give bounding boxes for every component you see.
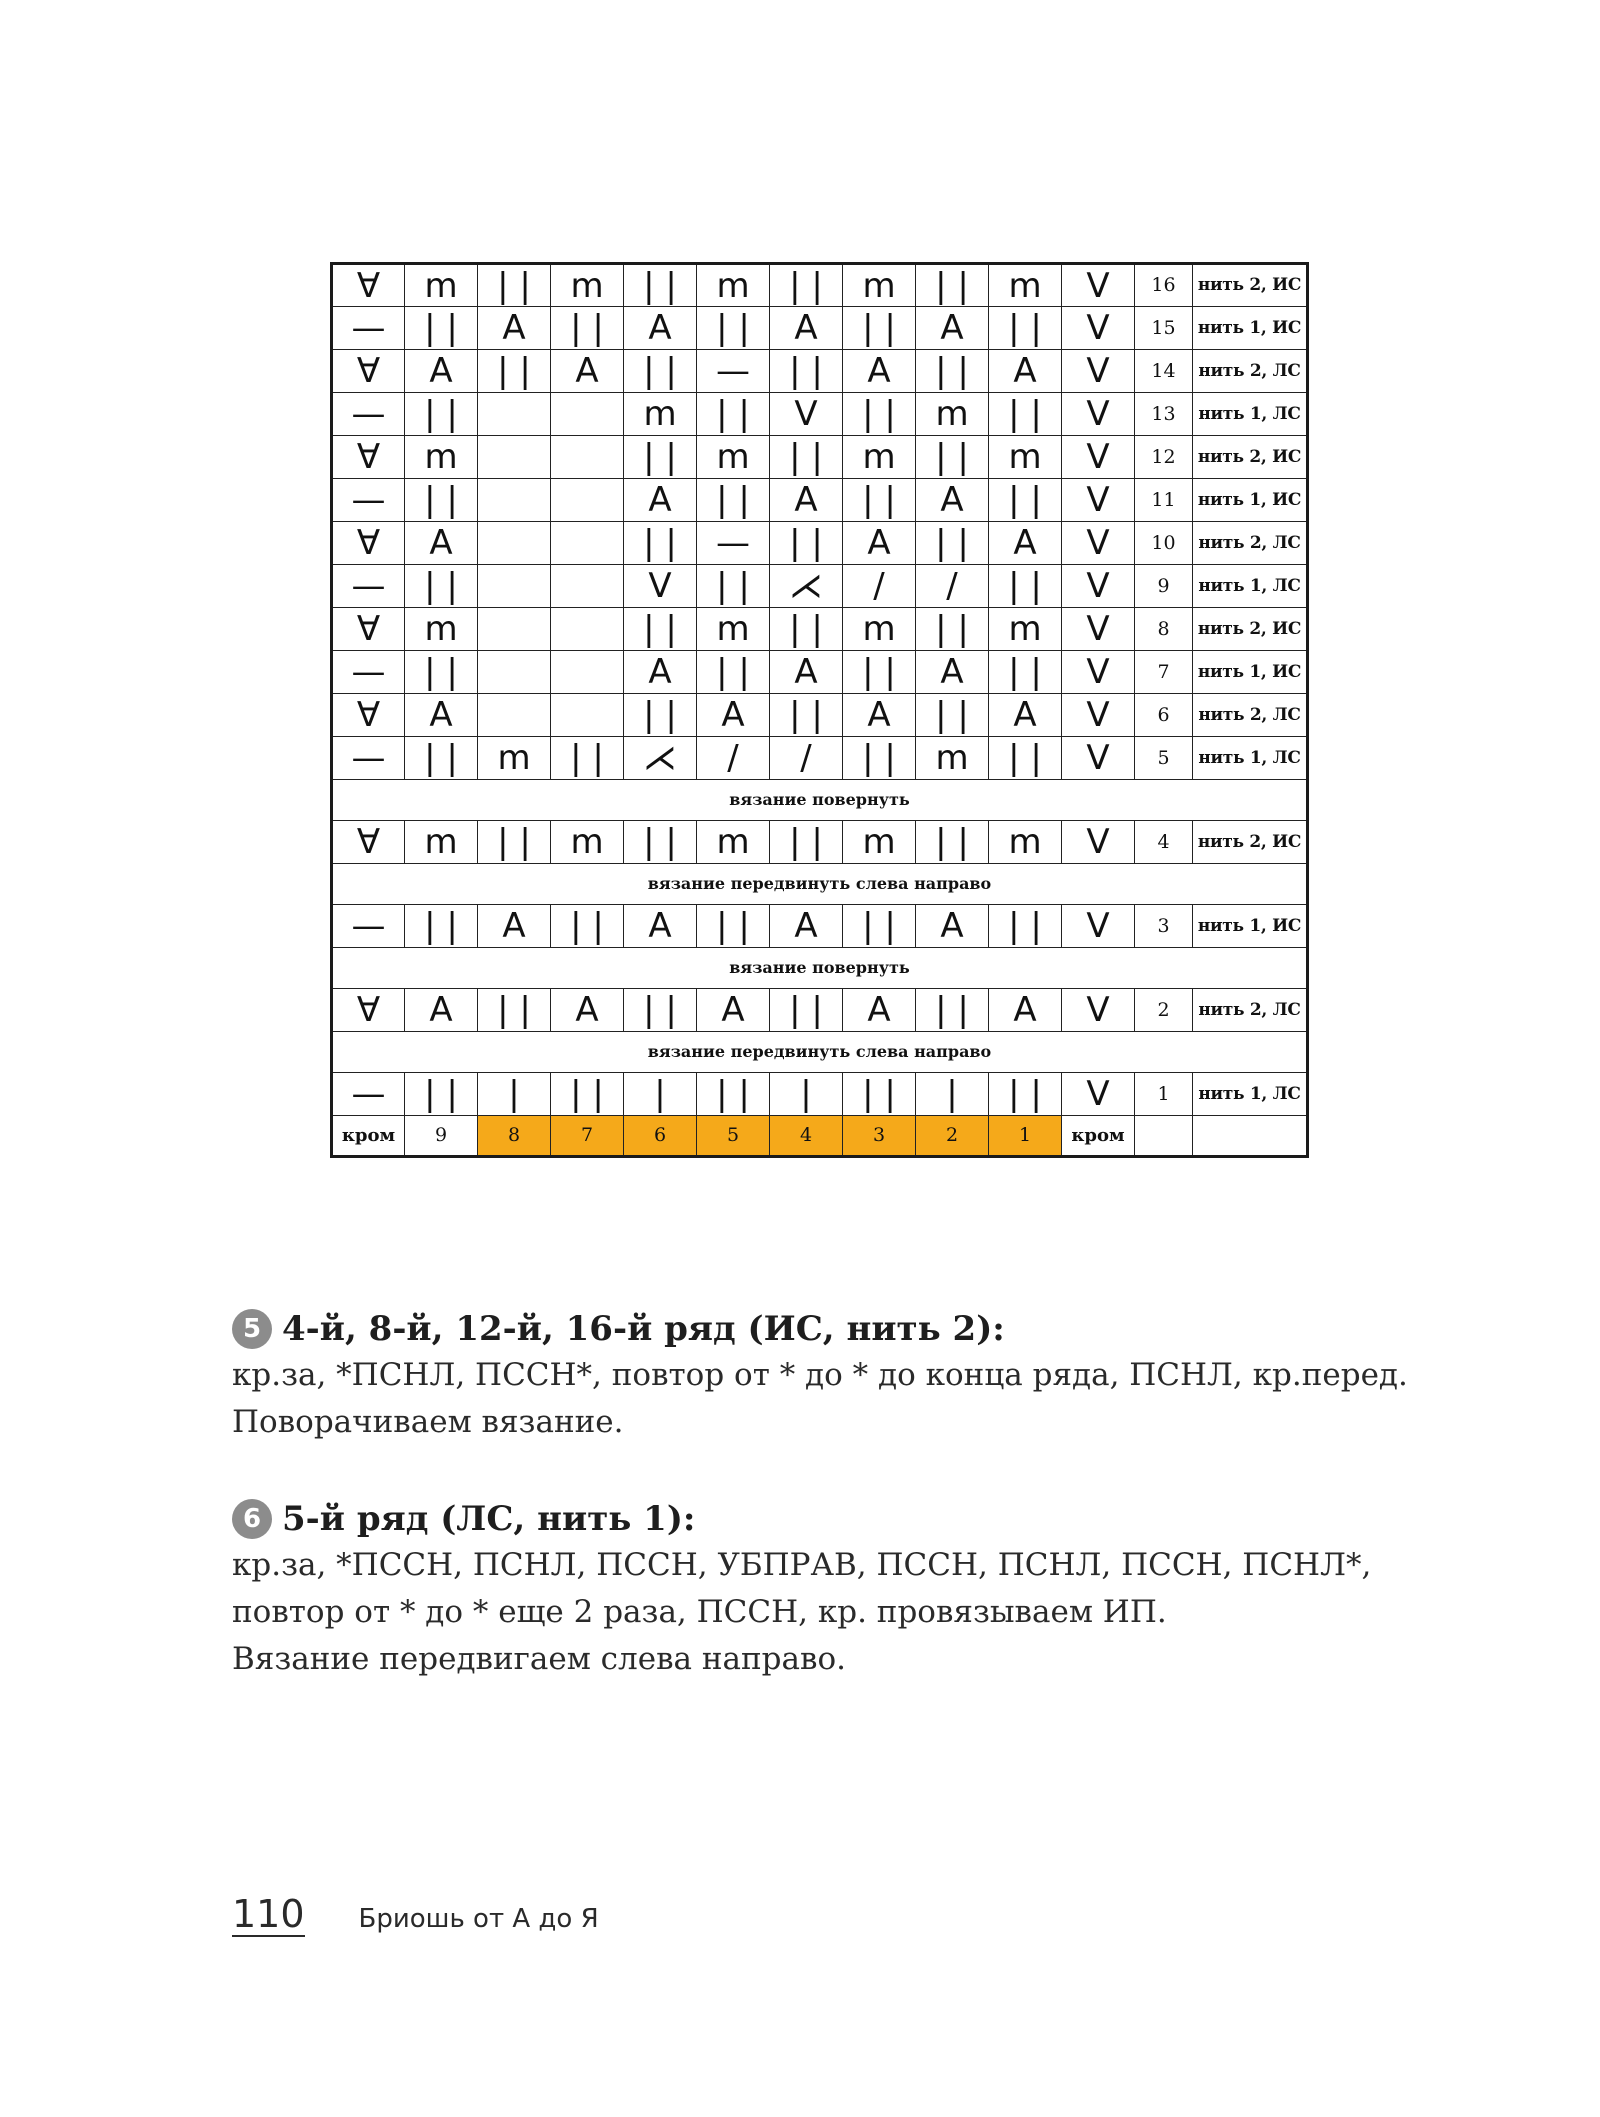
chart-row bbox=[332, 608, 1308, 651]
stitch-symbol: | | bbox=[624, 821, 697, 864]
stitch-symbol: | | bbox=[405, 479, 478, 522]
chart-note-row bbox=[332, 1032, 1308, 1073]
stitch-symbol: — bbox=[332, 651, 405, 694]
stitch-symbol: V bbox=[770, 393, 843, 436]
stitch-symbol: A bbox=[770, 479, 843, 522]
row-yarn-label: нить 1, ИС bbox=[1193, 479, 1308, 522]
stitch-symbol: | | bbox=[697, 565, 770, 608]
stitch-symbol: ⅿ bbox=[478, 737, 551, 780]
stitch-symbol: | | bbox=[843, 737, 916, 780]
stitch-column-number: кром bbox=[332, 1116, 405, 1157]
stitch-symbol: ⅿ bbox=[624, 393, 697, 436]
stitch-symbol: | | bbox=[624, 989, 697, 1032]
row-number: 12 bbox=[1135, 436, 1193, 479]
step-number-badge: 6 bbox=[232, 1499, 272, 1539]
stitch-symbol: | | bbox=[405, 307, 478, 350]
stitch-symbol: ⅿ bbox=[405, 821, 478, 864]
stitch-symbol: ⅿ bbox=[405, 608, 478, 651]
row-number: 6 bbox=[1135, 694, 1193, 737]
stitch-symbol: — bbox=[332, 307, 405, 350]
stitch-symbol: A bbox=[478, 307, 551, 350]
stitch-symbol: A bbox=[405, 350, 478, 393]
stitch-symbol: ⅿ bbox=[843, 608, 916, 651]
stitch-symbol: | bbox=[624, 1073, 697, 1116]
stitch-symbol: | | bbox=[697, 651, 770, 694]
stitch-symbol: A bbox=[405, 694, 478, 737]
row-yarn-label: нить 2, ЛС bbox=[1193, 989, 1308, 1032]
stitch-column-number bbox=[1193, 1116, 1308, 1157]
stitch-symbol: ∀ bbox=[332, 694, 405, 737]
stitch-symbol: A bbox=[989, 694, 1062, 737]
chart-row bbox=[332, 905, 1308, 948]
stitch-symbol: | | bbox=[843, 479, 916, 522]
stitch-symbol: | | bbox=[624, 436, 697, 479]
stitch-symbol bbox=[478, 608, 551, 651]
stitch-symbol: ⅿ bbox=[989, 821, 1062, 864]
stitch-column-number: 8 bbox=[478, 1116, 551, 1157]
stitch-symbol: | | bbox=[478, 821, 551, 864]
stitch-symbol: | | bbox=[697, 307, 770, 350]
stitch-symbol: | | bbox=[405, 737, 478, 780]
stitch-symbol: | | bbox=[405, 1073, 478, 1116]
stitch-symbol: ⅿ bbox=[551, 821, 624, 864]
stitch-symbol bbox=[478, 436, 551, 479]
stitch-symbol: A bbox=[551, 350, 624, 393]
chart-row bbox=[332, 821, 1308, 864]
chart-note-row bbox=[332, 864, 1308, 905]
row-number: 4 bbox=[1135, 821, 1193, 864]
row-yarn-label: нить 1, ИС bbox=[1193, 905, 1308, 948]
stitch-symbol: ⅿ bbox=[551, 264, 624, 307]
stitch-symbol: ⅿ bbox=[843, 436, 916, 479]
stitch-symbol: | | bbox=[478, 350, 551, 393]
chart-row bbox=[332, 694, 1308, 737]
stitch-symbol: A bbox=[916, 479, 989, 522]
stitch-column-number: 6 bbox=[624, 1116, 697, 1157]
stitch-symbol: V bbox=[1062, 522, 1135, 565]
stitch-symbol: | | bbox=[478, 989, 551, 1032]
stitch-symbol: A bbox=[405, 989, 478, 1032]
stitch-symbol: | | bbox=[697, 479, 770, 522]
stitch-symbol: | | bbox=[624, 694, 697, 737]
chart-note: вязание повернуть bbox=[332, 948, 1308, 989]
stitch-symbol: A bbox=[624, 905, 697, 948]
stitch-symbol: | | bbox=[624, 264, 697, 307]
chart-row bbox=[332, 479, 1308, 522]
stitch-symbol: V bbox=[624, 565, 697, 608]
stitch-symbol: | bbox=[478, 1073, 551, 1116]
stitch-symbol: | | bbox=[697, 1073, 770, 1116]
stitch-symbol: | | bbox=[770, 264, 843, 307]
stitch-symbol: ⅿ bbox=[989, 608, 1062, 651]
stitch-symbol: ∀ bbox=[332, 821, 405, 864]
stitch-symbol: V bbox=[1062, 264, 1135, 307]
row-number: 13 bbox=[1135, 393, 1193, 436]
stitch-symbol: A bbox=[697, 694, 770, 737]
chart-row bbox=[332, 350, 1308, 393]
stitch-symbol: — bbox=[332, 1073, 405, 1116]
page-number: 110 bbox=[232, 1892, 305, 1936]
stitch-symbol: A bbox=[989, 989, 1062, 1032]
stitch-symbol bbox=[551, 393, 624, 436]
stitch-symbol: | | bbox=[405, 393, 478, 436]
row-number: 9 bbox=[1135, 565, 1193, 608]
stitch-symbol bbox=[478, 651, 551, 694]
stitch-symbol: V bbox=[1062, 905, 1135, 948]
stitch-symbol: | | bbox=[405, 651, 478, 694]
stitch-symbol: | | bbox=[989, 1073, 1062, 1116]
row-number: 5 bbox=[1135, 737, 1193, 780]
stitch-symbol: / bbox=[770, 737, 843, 780]
stitch-symbol: | | bbox=[770, 989, 843, 1032]
stitch-symbol: | | bbox=[989, 565, 1062, 608]
row-yarn-label: нить 1, ЛС bbox=[1193, 393, 1308, 436]
stitch-symbol: | | bbox=[770, 608, 843, 651]
row-number: 7 bbox=[1135, 651, 1193, 694]
stitch-symbol bbox=[551, 522, 624, 565]
book-title: Бриошь от А до Я bbox=[358, 1904, 599, 1934]
stitch-symbol bbox=[551, 565, 624, 608]
stitch-symbol bbox=[551, 608, 624, 651]
stitch-symbol: | | bbox=[405, 565, 478, 608]
stitch-symbol: — bbox=[332, 565, 405, 608]
chart-row bbox=[332, 522, 1308, 565]
stitch-symbol: ∀ bbox=[332, 350, 405, 393]
stitch-symbol: ⅿ bbox=[697, 821, 770, 864]
chart-note-row bbox=[332, 780, 1308, 821]
stitch-symbol: | | bbox=[916, 989, 989, 1032]
stitch-symbol: A bbox=[770, 651, 843, 694]
stitch-symbol: ⋌ bbox=[624, 737, 697, 780]
stitch-column-number: 4 bbox=[770, 1116, 843, 1157]
instruction-line: Поворачиваем вязание. bbox=[232, 1404, 624, 1440]
row-yarn-label: нить 2, ИС bbox=[1193, 821, 1308, 864]
row-yarn-label: нить 2, ЛС bbox=[1193, 350, 1308, 393]
stitch-symbol: V bbox=[1062, 651, 1135, 694]
stitch-symbol: ⅿ bbox=[697, 608, 770, 651]
row-number: 14 bbox=[1135, 350, 1193, 393]
chart-row bbox=[332, 393, 1308, 436]
stitch-symbol: ⅿ bbox=[989, 264, 1062, 307]
stitch-symbol: A bbox=[989, 350, 1062, 393]
stitch-column-number: 7 bbox=[551, 1116, 624, 1157]
stitch-column-number: 3 bbox=[843, 1116, 916, 1157]
stitch-symbol: — bbox=[332, 393, 405, 436]
stitch-column-number: 2 bbox=[916, 1116, 989, 1157]
stitch-symbol: | | bbox=[770, 821, 843, 864]
row-number: 1 bbox=[1135, 1073, 1193, 1116]
stitch-symbol bbox=[551, 694, 624, 737]
stitch-symbol bbox=[478, 393, 551, 436]
stitch-symbol: | | bbox=[697, 905, 770, 948]
stitch-symbol bbox=[551, 479, 624, 522]
instruction-line: кр.за, *ПСНЛ, ПССН*, повтор от * до * до конца ряда, ПСНЛ, кр.перед. bbox=[232, 1357, 1408, 1393]
stitch-symbol: A bbox=[770, 307, 843, 350]
stitch-symbol: | | bbox=[843, 651, 916, 694]
stitch-symbol: / bbox=[697, 737, 770, 780]
stitch-symbol: | | bbox=[478, 264, 551, 307]
instruction-line: повтор от * до * еще 2 раза, ПССН, кр. провязываем ИП. bbox=[232, 1594, 1167, 1630]
stitch-symbol: ∀ bbox=[332, 264, 405, 307]
stitch-symbol: ∀ bbox=[332, 608, 405, 651]
stitch-symbol: A bbox=[697, 989, 770, 1032]
stitch-symbol: / bbox=[843, 565, 916, 608]
stitch-symbol: ∀ bbox=[332, 436, 405, 479]
stitch-symbol: V bbox=[1062, 565, 1135, 608]
stitch-symbol: | bbox=[770, 1073, 843, 1116]
row-yarn-label: нить 2, ИС bbox=[1193, 264, 1308, 307]
stitch-column-number: 5 bbox=[697, 1116, 770, 1157]
stitch-symbol: A bbox=[843, 694, 916, 737]
stitch-column-number bbox=[1135, 1116, 1193, 1157]
stitch-symbol: V bbox=[1062, 393, 1135, 436]
step-instructions bbox=[232, 1352, 1432, 1446]
chart-row bbox=[332, 264, 1308, 307]
stitch-symbol: A bbox=[843, 522, 916, 565]
chart-footer-row bbox=[332, 1116, 1308, 1157]
stitch-symbol: V bbox=[1062, 989, 1135, 1032]
row-number: 11 bbox=[1135, 479, 1193, 522]
stitch-symbol: A bbox=[624, 479, 697, 522]
stitch-symbol: ⅿ bbox=[843, 264, 916, 307]
stitch-symbol: V bbox=[1062, 694, 1135, 737]
row-number: 16 bbox=[1135, 264, 1193, 307]
stitch-symbol: A bbox=[551, 989, 624, 1032]
chart-row bbox=[332, 565, 1308, 608]
stitch-symbol: | | bbox=[770, 694, 843, 737]
stitch-symbol: — bbox=[697, 350, 770, 393]
row-yarn-label: нить 1, ИС bbox=[1193, 307, 1308, 350]
stitch-symbol: A bbox=[916, 651, 989, 694]
row-yarn-label: нить 2, ЛС bbox=[1193, 694, 1308, 737]
stitch-symbol: | | bbox=[989, 479, 1062, 522]
stitch-symbol: | | bbox=[405, 905, 478, 948]
stitch-symbol: | | bbox=[989, 737, 1062, 780]
row-number: 8 bbox=[1135, 608, 1193, 651]
stitch-symbol bbox=[551, 651, 624, 694]
stitch-symbol: ⅿ bbox=[405, 436, 478, 479]
stitch-symbol: V bbox=[1062, 821, 1135, 864]
row-yarn-label: нить 2, ИС bbox=[1193, 608, 1308, 651]
stitch-symbol: | | bbox=[843, 905, 916, 948]
stitch-symbol bbox=[478, 522, 551, 565]
stitch-symbol: A bbox=[405, 522, 478, 565]
chart-row bbox=[332, 651, 1308, 694]
stitch-symbol bbox=[551, 436, 624, 479]
step-title: 5-й ряд (ЛС, нить 1): bbox=[282, 1499, 696, 1539]
stitch-symbol: A bbox=[843, 989, 916, 1032]
stitch-symbol: ∀ bbox=[332, 989, 405, 1032]
knitting-chart bbox=[330, 262, 1309, 1158]
stitch-symbol: ⋌ bbox=[770, 565, 843, 608]
stitch-symbol: — bbox=[332, 905, 405, 948]
stitch-symbol: | | bbox=[843, 1073, 916, 1116]
row-yarn-label: нить 2, ЛС bbox=[1193, 522, 1308, 565]
stitch-symbol: | | bbox=[989, 905, 1062, 948]
stitch-symbol: | bbox=[916, 1073, 989, 1116]
chart-row bbox=[332, 1073, 1308, 1116]
stitch-symbol: ⅿ bbox=[697, 264, 770, 307]
stitch-symbol: — bbox=[332, 479, 405, 522]
stitch-symbol: — bbox=[332, 737, 405, 780]
stitch-symbol: | | bbox=[843, 393, 916, 436]
chart-note-row bbox=[332, 948, 1308, 989]
instruction-line: Вязание передвигаем слева направо. bbox=[232, 1641, 846, 1677]
stitch-symbol: | | bbox=[551, 1073, 624, 1116]
chart-row bbox=[332, 989, 1308, 1032]
stitch-symbol: V bbox=[1062, 737, 1135, 780]
chart-note: вязание передвинуть слева направо bbox=[332, 864, 1308, 905]
page-footer bbox=[232, 1893, 599, 1937]
step-heading bbox=[232, 1306, 1432, 1352]
row-number: 2 bbox=[1135, 989, 1193, 1032]
step-heading bbox=[232, 1496, 1432, 1542]
stitch-symbol: ∀ bbox=[332, 522, 405, 565]
stitch-symbol: | | bbox=[624, 350, 697, 393]
row-yarn-label: нить 1, ЛС bbox=[1193, 1073, 1308, 1116]
stitch-symbol: A bbox=[770, 905, 843, 948]
stitch-symbol: V bbox=[1062, 1073, 1135, 1116]
stitch-symbol: A bbox=[624, 307, 697, 350]
stitch-symbol: / bbox=[916, 565, 989, 608]
stitch-symbol: A bbox=[989, 522, 1062, 565]
stitch-symbol: V bbox=[1062, 479, 1135, 522]
row-yarn-label: нить 1, ИС bbox=[1193, 651, 1308, 694]
stitch-symbol: ⅿ bbox=[405, 264, 478, 307]
stitch-symbol: V bbox=[1062, 307, 1135, 350]
stitch-column-number: 1 bbox=[989, 1116, 1062, 1157]
step-5 bbox=[232, 1306, 1432, 1446]
stitch-symbol: | | bbox=[916, 264, 989, 307]
stitch-symbol: | | bbox=[916, 694, 989, 737]
stitch-symbol bbox=[478, 565, 551, 608]
stitch-symbol: | | bbox=[989, 307, 1062, 350]
stitch-symbol: A bbox=[624, 651, 697, 694]
chart-note: вязание передвинуть слева направо bbox=[332, 1032, 1308, 1073]
stitch-symbol: | | bbox=[624, 522, 697, 565]
row-yarn-label: нить 2, ИС bbox=[1193, 436, 1308, 479]
stitch-symbol: A bbox=[478, 905, 551, 948]
stitch-symbol bbox=[478, 694, 551, 737]
stitch-column-number: 9 bbox=[405, 1116, 478, 1157]
stitch-symbol: V bbox=[1062, 436, 1135, 479]
stitch-symbol: ⅿ bbox=[697, 436, 770, 479]
stitch-symbol: | | bbox=[551, 307, 624, 350]
stitch-symbol: A bbox=[843, 350, 916, 393]
stitch-symbol: | | bbox=[843, 307, 916, 350]
step-number-badge: 5 bbox=[232, 1309, 272, 1349]
stitch-symbol: | | bbox=[624, 608, 697, 651]
step-instructions bbox=[232, 1542, 1432, 1683]
stitch-symbol bbox=[478, 479, 551, 522]
row-number: 3 bbox=[1135, 905, 1193, 948]
stitch-symbol: ⅿ bbox=[916, 393, 989, 436]
stitch-symbol: V bbox=[1062, 350, 1135, 393]
stitch-symbol: | | bbox=[551, 905, 624, 948]
stitch-symbol: A bbox=[916, 307, 989, 350]
stitch-symbol: A bbox=[916, 905, 989, 948]
row-yarn-label: нить 1, ЛС bbox=[1193, 565, 1308, 608]
row-number: 10 bbox=[1135, 522, 1193, 565]
stitch-symbol: | | bbox=[989, 651, 1062, 694]
stitch-symbol: | | bbox=[697, 393, 770, 436]
chart-row bbox=[332, 436, 1308, 479]
stitch-symbol: ⅿ bbox=[916, 737, 989, 780]
instruction-line: кр.за, *ПССН, ПСНЛ, ПССН, УБПРАВ, ПССН, ПСНЛ, ПССН, ПСНЛ*, bbox=[232, 1547, 1372, 1583]
chart-row bbox=[332, 737, 1308, 780]
stitch-symbol: | | bbox=[916, 821, 989, 864]
stitch-column-number: кром bbox=[1062, 1116, 1135, 1157]
stitch-symbol: | | bbox=[989, 393, 1062, 436]
stitch-symbol: | | bbox=[770, 522, 843, 565]
stitch-symbol: | | bbox=[551, 737, 624, 780]
chart-note: вязание повернуть bbox=[332, 780, 1308, 821]
stitch-symbol: | | bbox=[916, 350, 989, 393]
stitch-symbol: | | bbox=[770, 350, 843, 393]
stitch-symbol: | | bbox=[770, 436, 843, 479]
stitch-symbol: | | bbox=[916, 608, 989, 651]
row-yarn-label: нить 1, ЛС bbox=[1193, 737, 1308, 780]
stitch-symbol: | | bbox=[916, 522, 989, 565]
stitch-symbol: ⅿ bbox=[843, 821, 916, 864]
step-6 bbox=[232, 1496, 1432, 1683]
stitch-symbol: | | bbox=[916, 436, 989, 479]
step-title: 4-й, 8-й, 12-й, 16-й ряд (ИС, нить 2): bbox=[282, 1309, 1005, 1349]
stitch-symbol: V bbox=[1062, 608, 1135, 651]
row-number: 15 bbox=[1135, 307, 1193, 350]
stitch-symbol: ⅿ bbox=[989, 436, 1062, 479]
chart-row bbox=[332, 307, 1308, 350]
stitch-symbol: — bbox=[697, 522, 770, 565]
